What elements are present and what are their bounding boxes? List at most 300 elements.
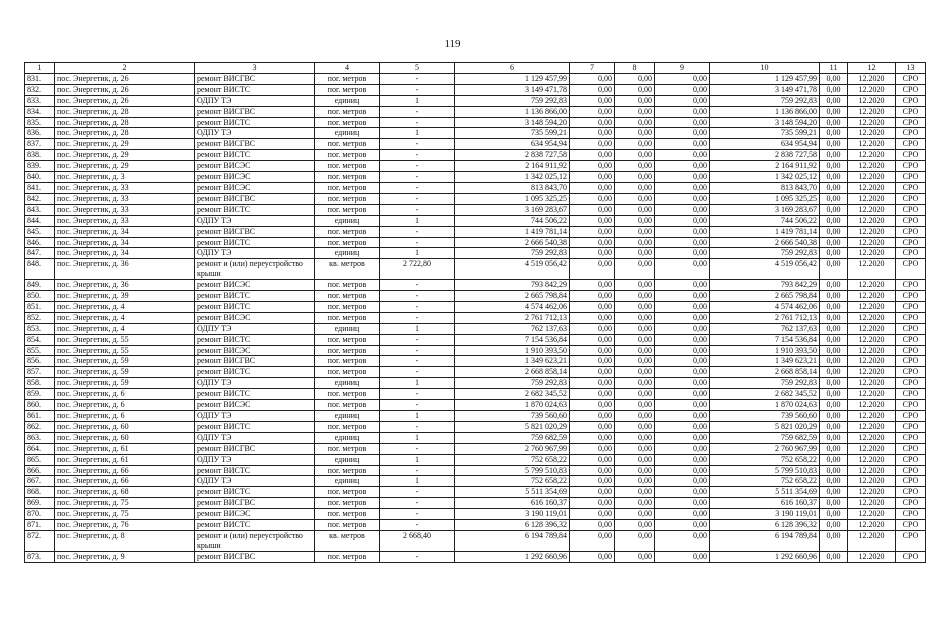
col7-cell: 0,00 <box>570 248 615 259</box>
col7-cell: 0,00 <box>570 117 615 128</box>
col7-cell: 0,00 <box>570 312 615 323</box>
col11-cell: 0,00 <box>820 215 848 226</box>
col8-cell: 0,00 <box>615 443 655 454</box>
col11-cell: 0,00 <box>820 465 848 476</box>
date-cell: 12.2020 <box>848 356 896 367</box>
total-cell: 2 838 727,58 <box>710 150 820 161</box>
cost-cell: 6 128 396,32 <box>455 520 570 531</box>
date-cell: 12.2020 <box>848 259 896 280</box>
col9-cell: 0,00 <box>655 172 710 183</box>
col7-cell: 0,00 <box>570 465 615 476</box>
cost-cell: 1 342 025,12 <box>455 172 570 183</box>
total-cell: 3 148 594,20 <box>710 117 820 128</box>
source-cell: СРО <box>896 301 926 312</box>
col8-cell: 0,00 <box>615 465 655 476</box>
table-row <box>25 520 926 531</box>
row-number: 855. <box>25 345 55 356</box>
date-cell: 12.2020 <box>848 454 896 465</box>
col8-cell: 0,00 <box>615 172 655 183</box>
unit-cell: пог. метров <box>315 498 380 509</box>
row-number: 852. <box>25 312 55 323</box>
work-type-cell: ремонт ВИСГВС <box>195 498 315 509</box>
address-cell: пос. Энергетик, д. 61 <box>55 454 195 465</box>
unit-cell: пог. метров <box>315 106 380 117</box>
col11-cell: 0,00 <box>820 172 848 183</box>
source-cell: СРО <box>896 421 926 432</box>
col9-cell: 0,00 <box>655 356 710 367</box>
date-cell: 12.2020 <box>848 551 896 562</box>
cost-cell: 5 799 510,83 <box>455 465 570 476</box>
row-number: 872. <box>25 530 55 551</box>
col11-cell: 0,00 <box>820 193 848 204</box>
total-cell: 735 599,21 <box>710 128 820 139</box>
total-cell: 3 149 471,78 <box>710 84 820 95</box>
row-number: 836. <box>25 128 55 139</box>
date-cell: 12.2020 <box>848 84 896 95</box>
table-row <box>25 498 926 509</box>
table-row <box>25 84 926 95</box>
row-number: 865. <box>25 454 55 465</box>
source-cell: СРО <box>896 172 926 183</box>
date-cell: 12.2020 <box>848 280 896 291</box>
address-cell: пос. Энергетик, д. 33 <box>55 215 195 226</box>
col8-cell: 0,00 <box>615 378 655 389</box>
total-cell: 793 842,29 <box>710 280 820 291</box>
column-header: 7 <box>570 63 615 74</box>
col7-cell: 0,00 <box>570 323 615 334</box>
date-cell: 12.2020 <box>848 411 896 422</box>
date-cell: 12.2020 <box>848 389 896 400</box>
work-type-cell: ОДПУ ТЭ <box>195 476 315 487</box>
col8-cell: 0,00 <box>615 509 655 520</box>
row-number: 866. <box>25 465 55 476</box>
total-cell: 4 574 462,06 <box>710 301 820 312</box>
total-cell: 1 910 393,50 <box>710 345 820 356</box>
col11-cell: 0,00 <box>820 334 848 345</box>
quantity-cell: - <box>380 345 455 356</box>
address-cell: пос. Энергетик, д. 26 <box>55 95 195 106</box>
table-row <box>25 204 926 215</box>
quantity-cell: 1 <box>380 95 455 106</box>
row-number: 867. <box>25 476 55 487</box>
col9-cell: 0,00 <box>655 226 710 237</box>
col7-cell: 0,00 <box>570 84 615 95</box>
row-number: 860. <box>25 400 55 411</box>
source-cell: СРО <box>896 226 926 237</box>
unit-cell: единиц <box>315 378 380 389</box>
table-row <box>25 73 926 84</box>
unit-cell: единиц <box>315 128 380 139</box>
address-cell: пос. Энергетик, д. 66 <box>55 465 195 476</box>
address-cell: пос. Энергетик, д. 33 <box>55 182 195 193</box>
col11-cell: 0,00 <box>820 551 848 562</box>
table-row <box>25 551 926 562</box>
unit-cell: пог. метров <box>315 465 380 476</box>
col9-cell: 0,00 <box>655 161 710 172</box>
address-cell: пос. Энергетик, д. 4 <box>55 312 195 323</box>
work-type-cell: ремонт и (или) переустройство крыши <box>195 530 315 551</box>
unit-cell: кв. метров <box>315 530 380 551</box>
col8-cell: 0,00 <box>615 530 655 551</box>
row-number: 834. <box>25 106 55 117</box>
address-cell: пос. Энергетик, д. 9 <box>55 551 195 562</box>
col11-cell: 0,00 <box>820 117 848 128</box>
col7-cell: 0,00 <box>570 530 615 551</box>
total-cell: 752 658,22 <box>710 454 820 465</box>
total-cell: 813 843,70 <box>710 182 820 193</box>
address-cell: пос. Энергетик, д. 34 <box>55 248 195 259</box>
table-row <box>25 443 926 454</box>
col11-cell: 0,00 <box>820 476 848 487</box>
cost-cell: 1 870 024,63 <box>455 400 570 411</box>
quantity-cell: 2 722,80 <box>380 259 455 280</box>
address-cell: пос. Энергетик, д. 4 <box>55 301 195 312</box>
row-number: 848. <box>25 259 55 280</box>
unit-cell: пог. метров <box>315 356 380 367</box>
total-cell: 1 342 025,12 <box>710 172 820 183</box>
table-row <box>25 530 926 551</box>
address-cell: пос. Энергетик, д. 33 <box>55 204 195 215</box>
col9-cell: 0,00 <box>655 291 710 302</box>
col9-cell: 0,00 <box>655 259 710 280</box>
unit-cell: пог. метров <box>315 182 380 193</box>
source-cell: СРО <box>896 334 926 345</box>
cost-cell: 634 954,94 <box>455 139 570 150</box>
row-number: 861. <box>25 411 55 422</box>
table-row <box>25 378 926 389</box>
col7-cell: 0,00 <box>570 172 615 183</box>
work-type-cell: ремонт ВИСТС <box>195 291 315 302</box>
address-cell: пос. Энергетик, д. 29 <box>55 139 195 150</box>
cost-cell: 1 095 325,25 <box>455 193 570 204</box>
col11-cell: 0,00 <box>820 454 848 465</box>
quantity-cell: - <box>380 509 455 520</box>
unit-cell: единиц <box>315 432 380 443</box>
total-cell: 759 292,83 <box>710 248 820 259</box>
quantity-cell: 2 668,40 <box>380 530 455 551</box>
date-cell: 12.2020 <box>848 301 896 312</box>
page-number: 119 <box>444 38 461 50</box>
total-cell: 759 292,83 <box>710 378 820 389</box>
col9-cell: 0,00 <box>655 389 710 400</box>
table-row <box>25 356 926 367</box>
table-row <box>25 139 926 150</box>
col11-cell: 0,00 <box>820 389 848 400</box>
col11-cell: 0,00 <box>820 95 848 106</box>
date-cell: 12.2020 <box>848 106 896 117</box>
col11-cell: 0,00 <box>820 312 848 323</box>
work-type-cell: ремонт ВИСТС <box>195 150 315 161</box>
quantity-cell: 1 <box>380 128 455 139</box>
cost-cell: 3 190 119,01 <box>455 509 570 520</box>
col8-cell: 0,00 <box>615 117 655 128</box>
unit-cell: пог. метров <box>315 237 380 248</box>
col11-cell: 0,00 <box>820 280 848 291</box>
work-type-cell: ремонт ВИСЭС <box>195 182 315 193</box>
col9-cell: 0,00 <box>655 411 710 422</box>
column-header: 12 <box>848 63 896 74</box>
unit-cell: пог. метров <box>315 204 380 215</box>
table-row <box>25 421 926 432</box>
unit-cell: кв. метров <box>315 259 380 280</box>
row-number: 843. <box>25 204 55 215</box>
cost-cell: 1 292 660,96 <box>455 551 570 562</box>
col8-cell: 0,00 <box>615 432 655 443</box>
col11-cell: 0,00 <box>820 161 848 172</box>
address-cell: пос. Энергетик, д. 60 <box>55 432 195 443</box>
source-cell: СРО <box>896 128 926 139</box>
cost-cell: 752 658,22 <box>455 476 570 487</box>
date-cell: 12.2020 <box>848 161 896 172</box>
cost-cell: 2 666 540,38 <box>455 237 570 248</box>
row-number: 871. <box>25 520 55 531</box>
col8-cell: 0,00 <box>615 421 655 432</box>
source-cell: СРО <box>896 443 926 454</box>
quantity-cell: - <box>380 204 455 215</box>
total-cell: 5 799 510,83 <box>710 465 820 476</box>
table-row <box>25 367 926 378</box>
unit-cell: пог. метров <box>315 312 380 323</box>
work-type-cell: ремонт ВИСГВС <box>195 139 315 150</box>
work-type-cell: ремонт ВИСТС <box>195 334 315 345</box>
total-cell: 752 658,22 <box>710 476 820 487</box>
cost-cell: 4 574 462,06 <box>455 301 570 312</box>
address-cell: пос. Энергетик, д. 26 <box>55 73 195 84</box>
col9-cell: 0,00 <box>655 215 710 226</box>
col9-cell: 0,00 <box>655 280 710 291</box>
col8-cell: 0,00 <box>615 280 655 291</box>
date-cell: 12.2020 <box>848 400 896 411</box>
cost-cell: 5 821 020,29 <box>455 421 570 432</box>
col8-cell: 0,00 <box>615 356 655 367</box>
total-cell: 4 519 056,42 <box>710 259 820 280</box>
col9-cell: 0,00 <box>655 443 710 454</box>
col11-cell: 0,00 <box>820 237 848 248</box>
source-cell: СРО <box>896 356 926 367</box>
col7-cell: 0,00 <box>570 432 615 443</box>
work-type-cell: ремонт ВИСЭС <box>195 161 315 172</box>
row-number: 846. <box>25 237 55 248</box>
table-row <box>25 182 926 193</box>
col11-cell: 0,00 <box>820 345 848 356</box>
column-header: 10 <box>710 63 820 74</box>
col9-cell: 0,00 <box>655 84 710 95</box>
row-number: 838. <box>25 150 55 161</box>
source-cell: СРО <box>896 204 926 215</box>
col8-cell: 0,00 <box>615 291 655 302</box>
cost-cell: 7 154 536,84 <box>455 334 570 345</box>
table-row <box>25 389 926 400</box>
col11-cell: 0,00 <box>820 291 848 302</box>
cost-cell: 2 760 967,99 <box>455 443 570 454</box>
cost-cell: 759 292,83 <box>455 378 570 389</box>
col11-cell: 0,00 <box>820 150 848 161</box>
row-number: 854. <box>25 334 55 345</box>
table-row <box>25 106 926 117</box>
col11-cell: 0,00 <box>820 400 848 411</box>
col9-cell: 0,00 <box>655 551 710 562</box>
col7-cell: 0,00 <box>570 367 615 378</box>
source-cell: СРО <box>896 487 926 498</box>
row-number: 839. <box>25 161 55 172</box>
address-cell: пос. Энергетик, д. 26 <box>55 84 195 95</box>
col8-cell: 0,00 <box>615 237 655 248</box>
source-cell: СРО <box>896 106 926 117</box>
col8-cell: 0,00 <box>615 454 655 465</box>
work-type-cell: ОДПУ ТЭ <box>195 323 315 334</box>
total-cell: 2 164 911,92 <box>710 161 820 172</box>
unit-cell: пог. метров <box>315 161 380 172</box>
cost-cell: 759 682,59 <box>455 432 570 443</box>
col7-cell: 0,00 <box>570 411 615 422</box>
col11-cell: 0,00 <box>820 226 848 237</box>
date-cell: 12.2020 <box>848 139 896 150</box>
date-cell: 12.2020 <box>848 226 896 237</box>
unit-cell: пог. метров <box>315 150 380 161</box>
cost-cell: 1 129 457,99 <box>455 73 570 84</box>
row-number: 873. <box>25 551 55 562</box>
col8-cell: 0,00 <box>615 193 655 204</box>
unit-cell: пог. метров <box>315 172 380 183</box>
col9-cell: 0,00 <box>655 498 710 509</box>
col7-cell: 0,00 <box>570 95 615 106</box>
row-number: 858. <box>25 378 55 389</box>
col8-cell: 0,00 <box>615 476 655 487</box>
work-type-cell: ремонт ВИСГВС <box>195 551 315 562</box>
unit-cell: пог. метров <box>315 509 380 520</box>
source-cell: СРО <box>896 400 926 411</box>
total-cell: 2 761 712,13 <box>710 312 820 323</box>
unit-cell: пог. метров <box>315 345 380 356</box>
total-cell: 7 154 536,84 <box>710 334 820 345</box>
quantity-cell: - <box>380 106 455 117</box>
quantity-cell: 1 <box>380 378 455 389</box>
date-cell: 12.2020 <box>848 487 896 498</box>
source-cell: СРО <box>896 84 926 95</box>
col8-cell: 0,00 <box>615 520 655 531</box>
address-cell: пос. Энергетик, д. 4 <box>55 323 195 334</box>
total-cell: 1 136 866,00 <box>710 106 820 117</box>
col7-cell: 0,00 <box>570 259 615 280</box>
col11-cell: 0,00 <box>820 498 848 509</box>
work-type-cell: ремонт ВИСГВС <box>195 73 315 84</box>
data-table-container <box>24 62 926 563</box>
col9-cell: 0,00 <box>655 237 710 248</box>
col8-cell: 0,00 <box>615 161 655 172</box>
unit-cell: единиц <box>315 476 380 487</box>
row-number: 857. <box>25 367 55 378</box>
col11-cell: 0,00 <box>820 509 848 520</box>
cost-cell: 3 169 283,67 <box>455 204 570 215</box>
quantity-cell: - <box>380 465 455 476</box>
table-row <box>25 476 926 487</box>
date-cell: 12.2020 <box>848 172 896 183</box>
total-cell: 2 665 798,84 <box>710 291 820 302</box>
col7-cell: 0,00 <box>570 237 615 248</box>
quantity-cell: - <box>380 301 455 312</box>
col7-cell: 0,00 <box>570 378 615 389</box>
col11-cell: 0,00 <box>820 84 848 95</box>
quantity-cell: - <box>380 150 455 161</box>
col8-cell: 0,00 <box>615 95 655 106</box>
date-cell: 12.2020 <box>848 117 896 128</box>
date-cell: 12.2020 <box>848 334 896 345</box>
col7-cell: 0,00 <box>570 356 615 367</box>
table-row <box>25 291 926 302</box>
quantity-cell: - <box>380 498 455 509</box>
col9-cell: 0,00 <box>655 139 710 150</box>
col8-cell: 0,00 <box>615 334 655 345</box>
col7-cell: 0,00 <box>570 215 615 226</box>
source-cell: СРО <box>896 259 926 280</box>
address-cell: пос. Энергетик, д. 29 <box>55 150 195 161</box>
col9-cell: 0,00 <box>655 323 710 334</box>
source-cell: СРО <box>896 312 926 323</box>
unit-cell: пог. метров <box>315 551 380 562</box>
column-header: 8 <box>615 63 655 74</box>
source-cell: СРО <box>896 193 926 204</box>
address-cell: пос. Энергетик, д. 76 <box>55 520 195 531</box>
col8-cell: 0,00 <box>615 248 655 259</box>
address-cell: пос. Энергетик, д. 33 <box>55 193 195 204</box>
table-row <box>25 323 926 334</box>
quantity-cell: - <box>380 312 455 323</box>
row-number: 869. <box>25 498 55 509</box>
quantity-cell: - <box>380 551 455 562</box>
address-cell: пос. Энергетик, д. 66 <box>55 476 195 487</box>
row-number: 835. <box>25 117 55 128</box>
date-cell: 12.2020 <box>848 509 896 520</box>
col8-cell: 0,00 <box>615 400 655 411</box>
source-cell: СРО <box>896 509 926 520</box>
unit-cell: пог. метров <box>315 389 380 400</box>
address-cell: пос. Энергетик, д. 6 <box>55 389 195 400</box>
table-row <box>25 226 926 237</box>
col9-cell: 0,00 <box>655 73 710 84</box>
col11-cell: 0,00 <box>820 73 848 84</box>
col7-cell: 0,00 <box>570 389 615 400</box>
unit-cell: пог. метров <box>315 84 380 95</box>
total-cell: 2 760 967,99 <box>710 443 820 454</box>
quantity-cell: - <box>380 487 455 498</box>
source-cell: СРО <box>896 73 926 84</box>
work-type-cell: ОДПУ ТЭ <box>195 432 315 443</box>
total-cell: 759 682,59 <box>710 432 820 443</box>
total-cell: 1 870 024,63 <box>710 400 820 411</box>
quantity-cell: 1 <box>380 476 455 487</box>
col9-cell: 0,00 <box>655 128 710 139</box>
work-type-cell: ремонт ВИСТС <box>195 237 315 248</box>
source-cell: СРО <box>896 95 926 106</box>
cost-cell: 5 511 354,69 <box>455 487 570 498</box>
col8-cell: 0,00 <box>615 106 655 117</box>
source-cell: СРО <box>896 498 926 509</box>
source-cell: СРО <box>896 367 926 378</box>
col9-cell: 0,00 <box>655 530 710 551</box>
date-cell: 12.2020 <box>848 345 896 356</box>
col7-cell: 0,00 <box>570 476 615 487</box>
col8-cell: 0,00 <box>615 259 655 280</box>
col9-cell: 0,00 <box>655 378 710 389</box>
total-cell: 6 128 396,32 <box>710 520 820 531</box>
col9-cell: 0,00 <box>655 301 710 312</box>
quantity-cell: - <box>380 73 455 84</box>
total-cell: 759 292,83 <box>710 95 820 106</box>
work-type-cell: ремонт ВИСГВС <box>195 193 315 204</box>
col11-cell: 0,00 <box>820 259 848 280</box>
quantity-cell: - <box>380 139 455 150</box>
quantity-cell: - <box>380 182 455 193</box>
